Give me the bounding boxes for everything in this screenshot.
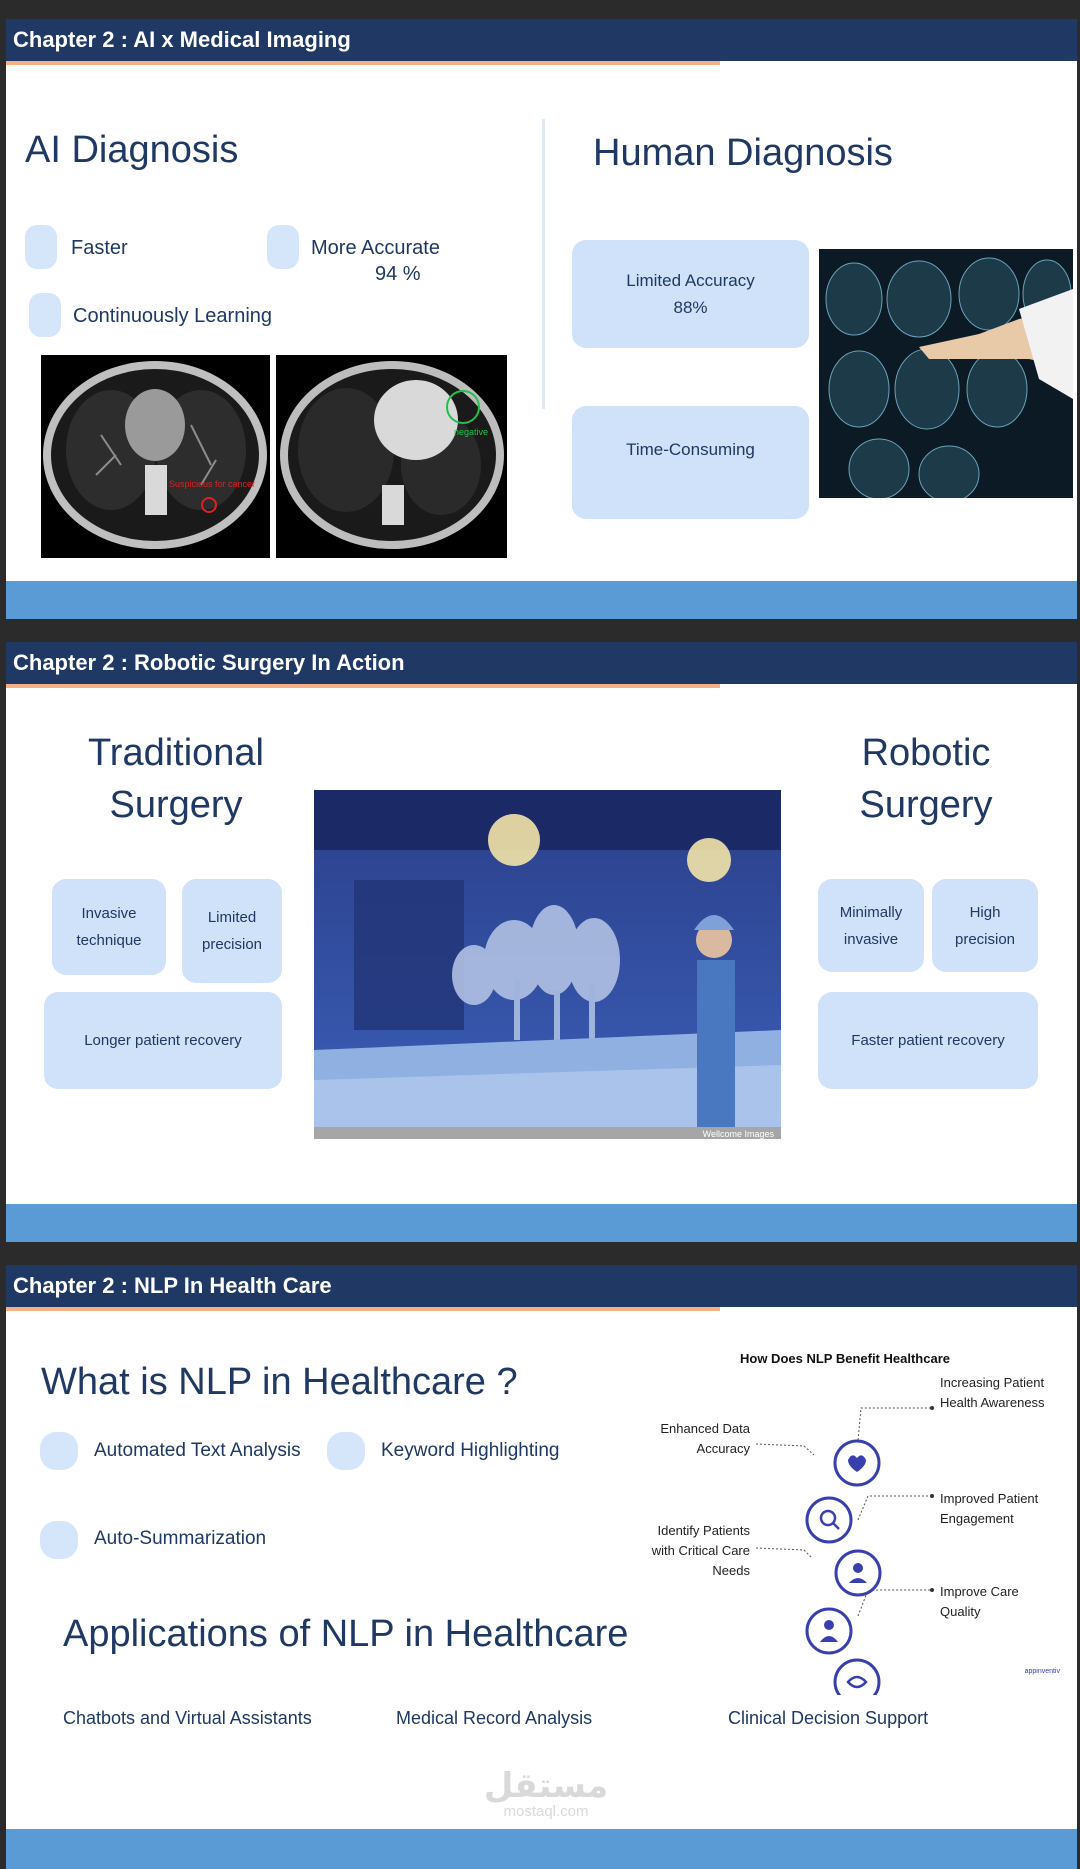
vertical-divider (542, 119, 545, 409)
limited-precision-box (182, 879, 282, 983)
invasive-technique-box (52, 879, 166, 975)
time-consuming-box (572, 406, 809, 519)
high-precision-line1: High (969, 903, 1001, 921)
slide-footer-bar (6, 1204, 1077, 1242)
data-search-icon (807, 1498, 851, 1542)
header-accent-line (6, 684, 720, 688)
app-chatbots: Chatbots and Virtual Assistants (63, 1708, 312, 1728)
human-diagnosis-title: Human Diagnosis (593, 132, 893, 174)
slide-header: Chapter 2 : AI x Medical Imaging (6, 19, 1077, 61)
app-clinical-decision: Clinical Decision Support (728, 1708, 929, 1728)
slide-nlp-healthcare (6, 1265, 1077, 1869)
faster-recovery-label: Faster patient recovery (851, 1032, 1005, 1049)
photo-credit: Wellcome Images (702, 1129, 774, 1139)
bullet-keyword-highlighting: Keyword Highlighting (381, 1440, 560, 1461)
robotic-title-line1: Robotic (861, 732, 991, 774)
left2-line2: with Critical Care (651, 1543, 750, 1558)
limited-accuracy-label: Limited Accuracy (626, 271, 755, 290)
ai-accuracy-value: 94 % (375, 263, 421, 285)
applications-title: Applications of NLP in Healthcare (63, 1613, 629, 1655)
brand-logo: appinventiv (1024, 1668, 1060, 1675)
minimally-invasive-box (818, 879, 924, 972)
left1-line1: Enhanced Data (660, 1421, 750, 1436)
critical-care-icon (807, 1609, 851, 1653)
bullet-dot (267, 225, 299, 269)
app-medical-records: Medical Record Analysis (396, 1708, 593, 1728)
bullet-automated-text-analysis: Automated Text Analysis (94, 1440, 301, 1461)
watermark (476, 1768, 616, 1820)
right1-line2: Health Awareness (940, 1395, 1045, 1410)
human-accuracy-value: 88% (673, 298, 708, 317)
negative-label: negative (454, 427, 489, 437)
bullet-dot (327, 1432, 365, 1470)
bullet-dot (40, 1521, 78, 1559)
bullet-continuously-learning: Continuously Learning (73, 305, 273, 327)
left1-line2: Accuracy (696, 1441, 750, 1456)
robotic-surgery-photo (314, 790, 781, 1139)
right1-line1: Increasing Patient (940, 1375, 1045, 1390)
icon-circles (807, 1441, 880, 1695)
bullet-dot (29, 293, 61, 337)
bullet-more-accurate: More Accurate (311, 237, 440, 259)
robotic-title-line2: Surgery (859, 784, 993, 826)
bullet-auto-summarization: Auto-Summarization (94, 1528, 267, 1549)
invasive-line1: Invasive (81, 905, 137, 922)
header-accent-line (6, 61, 720, 65)
slide-ai-medical-imaging (6, 19, 1077, 619)
watermark-arabic: مستقل (483, 1767, 609, 1805)
longer-recovery-box (44, 992, 282, 1089)
ct-scan-negative-image (276, 355, 507, 558)
traditional-title-line2: Surgery (109, 784, 243, 826)
traditional-surgery-title (26, 727, 326, 831)
left2-line1: Identify Patients (657, 1523, 750, 1538)
watermark-latin: mostaql.com (503, 1803, 589, 1820)
bullet-dot (40, 1432, 78, 1470)
right2-line2: Engagement (940, 1511, 1014, 1526)
high-precision-line2: precision (954, 930, 1016, 948)
slide-header: Chapter 2 : Robotic Surgery In Action (6, 642, 1077, 684)
robotic-surgery-title (786, 727, 1066, 831)
suspicious-label: Suspicious for cancer (169, 479, 256, 489)
what-is-nlp-title: What is NLP in Healthcare ? (41, 1361, 518, 1403)
traditional-title-line1: Traditional (87, 732, 264, 774)
longer-recovery-label: Longer patient recovery (84, 1032, 242, 1049)
slide-footer-bar (6, 581, 1077, 619)
slide-header: Chapter 2 : NLP In Health Care (6, 1265, 1077, 1307)
right2-line1: Improved Patient (940, 1491, 1039, 1506)
time-consuming-label: Time-Consuming (626, 440, 755, 459)
left2-line3: Needs (712, 1563, 750, 1578)
infographic-title: How Does NLP Benefit Healthcare (740, 1351, 950, 1366)
bullet-dot (25, 225, 57, 269)
left-labels (651, 1421, 751, 1578)
right3-line2: Quality (940, 1604, 981, 1619)
minimally-line1: Minimally (839, 903, 903, 921)
high-precision-box (932, 879, 1038, 972)
ai-diagnosis-title: AI Diagnosis (25, 129, 239, 171)
right3-line1: Improve Care (940, 1584, 1019, 1599)
ct-scan-suspicious-image (41, 355, 270, 558)
slide-footer-bar (6, 1829, 1077, 1869)
invasive-line2: technique (76, 932, 142, 949)
minimally-line2: invasive (843, 930, 899, 948)
brain-mri-review-photo (819, 249, 1073, 498)
bullet-faster: Faster (71, 237, 128, 259)
limited-precision-line2: precision (201, 936, 263, 953)
nlp-benefits-infographic (636, 1340, 1066, 1695)
faster-recovery-box (818, 992, 1038, 1089)
slide-robotic-surgery (6, 642, 1077, 1242)
header-accent-line (6, 1307, 720, 1311)
right-labels (940, 1375, 1045, 1619)
limited-accuracy-box (572, 240, 809, 348)
limited-precision-line1: Limited (207, 909, 257, 926)
